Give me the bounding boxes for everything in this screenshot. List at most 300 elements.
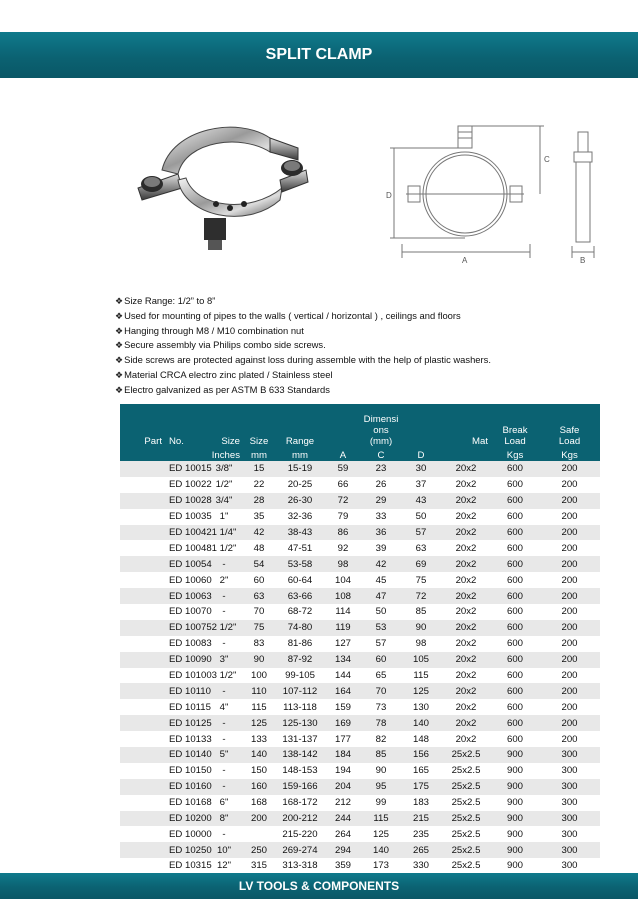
- cell-dim-a: 264: [325, 826, 361, 842]
- cell-safe-load: 200: [539, 668, 600, 684]
- footer-brand: LV TOOLS & COMPONENTS: [238, 879, 400, 893]
- diamond-bullet-icon: ❖: [115, 296, 124, 306]
- cell-safe-load: 300: [539, 811, 600, 827]
- table-row: [120, 572, 600, 588]
- cell-safe-load: 200: [539, 540, 600, 556]
- cell-mat: 20x2: [441, 715, 491, 731]
- cell-size-inches: 8": [205, 811, 243, 827]
- cell-part-no: ED 10100: [165, 668, 205, 684]
- cell-break-load: 600: [491, 525, 539, 541]
- cell-safe-load: 200: [539, 683, 600, 699]
- cell-range-mm: 99-105: [275, 668, 325, 684]
- dim-label-b: B: [580, 256, 586, 265]
- cell-part-no: ED 10168: [165, 795, 205, 811]
- table-row: [120, 763, 600, 779]
- cell-dim-d: 30: [401, 461, 441, 477]
- cell-dim-d: 57: [401, 525, 441, 541]
- cell-mat: 25x2.5: [441, 858, 491, 874]
- cell-safe-load: 300: [539, 779, 600, 795]
- cell-size-mm: 200: [243, 811, 275, 827]
- cell-mat: 20x2: [441, 509, 491, 525]
- cell-dim-a: 184: [325, 747, 361, 763]
- table-row: [120, 493, 600, 509]
- cell-dim-c: 99: [361, 795, 401, 811]
- cell-safe-load: 200: [539, 477, 600, 493]
- cell-dim-d: 215: [401, 811, 441, 827]
- cell-mat: 20x2: [441, 620, 491, 636]
- cell-part-no: ED 10315: [165, 858, 205, 874]
- cell-size-mm: 48: [243, 540, 275, 556]
- cell-dim-d: 37: [401, 477, 441, 493]
- cell-part-no: ED 10060: [165, 572, 205, 588]
- cell-size-mm: 160: [243, 779, 275, 795]
- cell-dim-a: 66: [325, 477, 361, 493]
- table-row: [120, 731, 600, 747]
- cell-safe-load: 200: [539, 604, 600, 620]
- cell-dim-d: 235: [401, 826, 441, 842]
- subheader-size: Inches: [205, 447, 243, 461]
- cell-dim-d: 69: [401, 556, 441, 572]
- footer-banner: [0, 873, 638, 899]
- cell-part-no: ED 10150: [165, 763, 205, 779]
- header-dimensions: Dimensi ons (mm): [361, 404, 401, 447]
- cell-safe-load: 200: [539, 493, 600, 509]
- cell-range-mm: 113-118: [275, 699, 325, 715]
- cell-part-no: ED 10133: [165, 731, 205, 747]
- cell-break-load: 600: [491, 556, 539, 572]
- cell-break-load: 600: [491, 683, 539, 699]
- cell-safe-load: 300: [539, 826, 600, 842]
- header-part: Part: [120, 404, 165, 447]
- cell-dim-a: 359: [325, 858, 361, 874]
- cell-size-inches: -: [205, 556, 243, 572]
- cell-size-mm: [243, 826, 275, 842]
- cell-break-load: 600: [491, 668, 539, 684]
- subheader-a: A: [325, 447, 361, 461]
- cell-dim-d: 90: [401, 620, 441, 636]
- cell-size-inches: 1/2": [205, 477, 243, 493]
- cell-mat: 25x2.5: [441, 747, 491, 763]
- cell-dim-d: 75: [401, 572, 441, 588]
- header-safe-load: Safe Load: [539, 404, 600, 447]
- table-row: [120, 842, 600, 858]
- cell-break-load: 900: [491, 795, 539, 811]
- cell-dim-a: 59: [325, 461, 361, 477]
- table-row: [120, 795, 600, 811]
- table-row: [120, 826, 600, 842]
- cell-range-mm: 215-220: [275, 826, 325, 842]
- cell-mat: 25x2.5: [441, 779, 491, 795]
- cell-dim-a: 104: [325, 572, 361, 588]
- cell-mat: 20x2: [441, 572, 491, 588]
- table-row: [120, 779, 600, 795]
- cell-mat: 20x2: [441, 604, 491, 620]
- cell-safe-load: 200: [539, 525, 600, 541]
- cell-dim-a: 119: [325, 620, 361, 636]
- cell-range-mm: 63-66: [275, 588, 325, 604]
- table-row: [120, 509, 600, 525]
- dim-label-d: D: [386, 191, 392, 200]
- cell-dim-d: 165: [401, 763, 441, 779]
- cell-dim-d: 130: [401, 699, 441, 715]
- cell-range-mm: 20-25: [275, 477, 325, 493]
- diamond-bullet-icon: ❖: [115, 325, 124, 336]
- cell-size-inches: 2": [205, 572, 243, 588]
- cell-range-mm: 47-51: [275, 540, 325, 556]
- cell-size-mm: 22: [243, 477, 275, 493]
- cell-range-mm: 87-92: [275, 652, 325, 668]
- cell-dim-c: 53: [361, 620, 401, 636]
- subheader-range: mm: [275, 447, 325, 461]
- cell-mat: 20x2: [441, 668, 491, 684]
- cell-part-no: ED 10070: [165, 604, 205, 620]
- cell-size-mm: 150: [243, 763, 275, 779]
- cell-range-mm: 68-72: [275, 604, 325, 620]
- cell-dim-d: 265: [401, 842, 441, 858]
- cell-dim-c: 95: [361, 779, 401, 795]
- header-size-mm: Size: [243, 404, 275, 447]
- cell-dim-c: 78: [361, 715, 401, 731]
- cell-dim-d: 140: [401, 715, 441, 731]
- cell-size-inches: 3/8": [205, 461, 243, 477]
- cell-break-load: 600: [491, 731, 539, 747]
- feature-item: ❖Material CRCA electro zinc plated / Stainless steel: [115, 368, 333, 380]
- cell-range-mm: 313-318: [275, 858, 325, 874]
- dim-label-a: A: [462, 256, 468, 265]
- cell-dim-c: 115: [361, 811, 401, 827]
- cell-break-load: 600: [491, 699, 539, 715]
- cell-dim-a: 194: [325, 763, 361, 779]
- cell-dim-d: 43: [401, 493, 441, 509]
- cell-range-mm: 107-112: [275, 683, 325, 699]
- cell-safe-load: 300: [539, 842, 600, 858]
- cell-part-no: ED 10083: [165, 636, 205, 652]
- cell-dim-c: 173: [361, 858, 401, 874]
- cell-safe-load: 200: [539, 572, 600, 588]
- cell-part-no: ED 10015: [165, 461, 205, 477]
- page-title: SPLIT CLAMP: [265, 46, 373, 63]
- cell-size-mm: 250: [243, 842, 275, 858]
- table-row: [120, 699, 600, 715]
- header-mat: Mat: [441, 404, 491, 447]
- cell-part-no: ED 10022: [165, 477, 205, 493]
- cell-dim-d: 72: [401, 588, 441, 604]
- header-no: No.: [165, 404, 205, 447]
- subheader-safe-load: Kgs: [539, 447, 600, 461]
- cell-mat: 20x2: [441, 683, 491, 699]
- cell-dim-a: 204: [325, 779, 361, 795]
- cell-safe-load: 200: [539, 509, 600, 525]
- cell-size-mm: 60: [243, 572, 275, 588]
- cell-dim-a: 212: [325, 795, 361, 811]
- cell-dim-c: 90: [361, 763, 401, 779]
- cell-size-mm: 83: [243, 636, 275, 652]
- cell-dim-c: 85: [361, 747, 401, 763]
- cell-range-mm: 38-43: [275, 525, 325, 541]
- cell-break-load: 600: [491, 572, 539, 588]
- cell-size-mm: 15: [243, 461, 275, 477]
- cell-mat: 20x2: [441, 636, 491, 652]
- table-row: [120, 525, 600, 541]
- cell-dim-a: 114: [325, 604, 361, 620]
- cell-size-inches: 4": [205, 699, 243, 715]
- cell-range-mm: 74-80: [275, 620, 325, 636]
- cell-break-load: 600: [491, 588, 539, 604]
- cell-break-load: 600: [491, 493, 539, 509]
- feature-item: ❖Used for mounting of pipes to the walls ( vertical / horizontal ) , ceilings and floors: [115, 309, 461, 321]
- cell-mat: 20x2: [441, 461, 491, 477]
- subheader-d: D: [401, 447, 441, 461]
- diamond-bullet-icon: ❖: [115, 369, 124, 380]
- cell-safe-load: 200: [539, 731, 600, 747]
- cell-part-no: ED 10140: [165, 747, 205, 763]
- cell-dim-c: 140: [361, 842, 401, 858]
- cell-part-no: ED 10125: [165, 715, 205, 731]
- cell-size-inches: -: [205, 683, 243, 699]
- cell-size-inches: 3 1/2": [205, 668, 243, 684]
- cell-part-no: ED 10075: [165, 620, 205, 636]
- cell-range-mm: 125-130: [275, 715, 325, 731]
- cell-break-load: 600: [491, 477, 539, 493]
- cell-size-inches: 3": [205, 652, 243, 668]
- cell-size-inches: -: [205, 604, 243, 620]
- cell-mat: 20x2: [441, 556, 491, 572]
- table-row: [120, 556, 600, 572]
- cell-break-load: 900: [491, 779, 539, 795]
- diamond-bullet-icon: ❖: [115, 384, 124, 395]
- feature-item: ❖Side screws are protected against loss during assemble with the help of plastic washers.: [115, 354, 491, 366]
- cell-dim-d: 105: [401, 652, 441, 668]
- header-range: Range: [275, 404, 325, 447]
- cell-dim-d: 63: [401, 540, 441, 556]
- cell-size-inches: -: [205, 763, 243, 779]
- cell-dim-d: 175: [401, 779, 441, 795]
- technical-drawing: [372, 118, 612, 268]
- subheader-size-mm: mm: [243, 447, 275, 461]
- table-row: [120, 811, 600, 827]
- cell-dim-a: 79: [325, 509, 361, 525]
- cell-break-load: 900: [491, 858, 539, 874]
- cell-dim-a: 159: [325, 699, 361, 715]
- cell-dim-a: 92: [325, 540, 361, 556]
- cell-break-load: 600: [491, 652, 539, 668]
- cell-dim-c: 45: [361, 572, 401, 588]
- cell-size-mm: 70: [243, 604, 275, 620]
- cell-size-mm: 28: [243, 493, 275, 509]
- cell-dim-c: 23: [361, 461, 401, 477]
- cell-dim-d: 115: [401, 668, 441, 684]
- cell-part-no: ED 10200: [165, 811, 205, 827]
- diamond-bullet-icon: ❖: [115, 355, 124, 366]
- cell-part-no: ED 10110: [165, 683, 205, 699]
- cell-dim-c: 39: [361, 540, 401, 556]
- cell-size-inches: 10": [205, 842, 243, 858]
- cell-dim-c: 36: [361, 525, 401, 541]
- feature-item: ❖Secure assembly via Philips combo side screws.: [115, 339, 326, 351]
- cell-size-inches: -: [205, 779, 243, 795]
- cell-dim-d: 330: [401, 858, 441, 874]
- cell-range-mm: 32-36: [275, 509, 325, 525]
- cell-safe-load: 300: [539, 858, 600, 874]
- feature-list: [115, 294, 491, 398]
- cell-part-no: ED 10042: [165, 525, 205, 541]
- cell-break-load: 600: [491, 715, 539, 731]
- cell-size-inches: -: [205, 715, 243, 731]
- cell-dim-c: 33: [361, 509, 401, 525]
- cell-safe-load: 200: [539, 652, 600, 668]
- cell-dim-d: 85: [401, 604, 441, 620]
- cell-size-inches: -: [205, 731, 243, 747]
- cell-size-mm: 54: [243, 556, 275, 572]
- cell-dim-c: 57: [361, 636, 401, 652]
- cell-dim-d: 148: [401, 731, 441, 747]
- table-row: [120, 588, 600, 604]
- cell-mat: 25x2.5: [441, 811, 491, 827]
- cell-mat: 25x2.5: [441, 826, 491, 842]
- cell-dim-a: 177: [325, 731, 361, 747]
- diamond-bullet-icon: ❖: [115, 340, 124, 351]
- cell-safe-load: 200: [539, 699, 600, 715]
- cell-dim-a: 108: [325, 588, 361, 604]
- cell-part-no: ED 10090: [165, 652, 205, 668]
- spec-table-container: [120, 404, 600, 875]
- cell-mat: 25x2.5: [441, 795, 491, 811]
- cell-range-mm: 159-166: [275, 779, 325, 795]
- cell-mat: 20x2: [441, 731, 491, 747]
- cell-mat: 25x2.5: [441, 842, 491, 858]
- cell-break-load: 600: [491, 620, 539, 636]
- cell-size-inches: 1 1/2": [205, 540, 243, 556]
- cell-range-mm: 131-137: [275, 731, 325, 747]
- cell-dim-c: 47: [361, 588, 401, 604]
- cell-size-inches: 3/4": [205, 493, 243, 509]
- spec-table-body: [120, 461, 600, 874]
- cell-dim-a: 127: [325, 636, 361, 652]
- cell-safe-load: 200: [539, 636, 600, 652]
- table-row: [120, 668, 600, 684]
- cell-dim-c: 125: [361, 826, 401, 842]
- cell-range-mm: 26-30: [275, 493, 325, 509]
- cell-size-inches: 1 1/4": [205, 525, 243, 541]
- cell-size-mm: 63: [243, 588, 275, 604]
- cell-dim-a: 98: [325, 556, 361, 572]
- cell-safe-load: 200: [539, 556, 600, 572]
- cell-range-mm: 15-19: [275, 461, 325, 477]
- cell-dim-d: 50: [401, 509, 441, 525]
- cell-size-inches: 2 1/2": [205, 620, 243, 636]
- cell-mat: 20x2: [441, 540, 491, 556]
- cell-dim-c: 82: [361, 731, 401, 747]
- table-row: [120, 461, 600, 477]
- cell-size-inches: -: [205, 588, 243, 604]
- table-row: [120, 858, 600, 874]
- table-row: [120, 747, 600, 763]
- cell-range-mm: 53-58: [275, 556, 325, 572]
- table-row: [120, 477, 600, 493]
- cell-dim-c: 60: [361, 652, 401, 668]
- cell-dim-a: 164: [325, 683, 361, 699]
- cell-size-inches: -: [205, 826, 243, 842]
- cell-dim-c: 26: [361, 477, 401, 493]
- cell-mat: 25x2.5: [441, 763, 491, 779]
- cell-part-no: ED 10028: [165, 493, 205, 509]
- cell-safe-load: 200: [539, 715, 600, 731]
- spec-table: [120, 404, 600, 875]
- cell-size-mm: 35: [243, 509, 275, 525]
- cell-safe-load: 300: [539, 795, 600, 811]
- cell-mat: 20x2: [441, 493, 491, 509]
- cell-dim-c: 65: [361, 668, 401, 684]
- cell-size-mm: 140: [243, 747, 275, 763]
- cell-dim-c: 50: [361, 604, 401, 620]
- feature-item: ❖Electro galvanized as per ASTM B 633 Standards: [115, 383, 330, 395]
- title-banner: [0, 32, 638, 78]
- cell-range-mm: 81-86: [275, 636, 325, 652]
- cell-size-mm: 168: [243, 795, 275, 811]
- cell-part-no: ED 10250: [165, 842, 205, 858]
- cell-range-mm: 148-153: [275, 763, 325, 779]
- cell-size-inches: -: [205, 636, 243, 652]
- cell-size-inches: 5": [205, 747, 243, 763]
- cell-size-inches: 12": [205, 858, 243, 874]
- cell-dim-a: 169: [325, 715, 361, 731]
- cell-safe-load: 200: [539, 620, 600, 636]
- cell-part-no: ED 10063: [165, 588, 205, 604]
- cell-break-load: 900: [491, 763, 539, 779]
- cell-size-mm: 115: [243, 699, 275, 715]
- cell-safe-load: 300: [539, 763, 600, 779]
- cell-size-mm: 315: [243, 858, 275, 874]
- cell-size-mm: 125: [243, 715, 275, 731]
- cell-mat: 20x2: [441, 652, 491, 668]
- split-clamp-photo: [120, 108, 330, 258]
- cell-range-mm: 60-64: [275, 572, 325, 588]
- cell-break-load: 900: [491, 811, 539, 827]
- cell-safe-load: 200: [539, 588, 600, 604]
- table-row: [120, 683, 600, 699]
- cell-break-load: 600: [491, 604, 539, 620]
- cell-part-no: ED 10035: [165, 509, 205, 525]
- cell-size-mm: 100: [243, 668, 275, 684]
- cell-break-load: 600: [491, 461, 539, 477]
- cell-break-load: 900: [491, 826, 539, 842]
- table-row: [120, 636, 600, 652]
- diamond-bullet-icon: ❖: [115, 310, 124, 321]
- header-break-load: Break Load: [491, 404, 539, 447]
- subheader-break-load: Kgs: [491, 447, 539, 461]
- cell-range-mm: 138-142: [275, 747, 325, 763]
- cell-size-mm: 42: [243, 525, 275, 541]
- cell-dim-d: 125: [401, 683, 441, 699]
- subheader-c: C: [361, 447, 401, 461]
- cell-dim-c: 70: [361, 683, 401, 699]
- cell-safe-load: 300: [539, 747, 600, 763]
- cell-dim-a: 86: [325, 525, 361, 541]
- table-row: [120, 652, 600, 668]
- cell-dim-a: 134: [325, 652, 361, 668]
- cell-part-no: ED 10115: [165, 699, 205, 715]
- cell-part-no: ED 10054: [165, 556, 205, 572]
- cell-dim-a: 72: [325, 493, 361, 509]
- cell-dim-c: 73: [361, 699, 401, 715]
- feature-item: ❖Size Range: 1/2” to 8”: [115, 295, 216, 306]
- cell-size-mm: 110: [243, 683, 275, 699]
- cell-range-mm: 200-212: [275, 811, 325, 827]
- cell-size-inches: 6": [205, 795, 243, 811]
- header-size: Size: [205, 404, 243, 447]
- cell-dim-d: 98: [401, 636, 441, 652]
- cell-mat: 20x2: [441, 477, 491, 493]
